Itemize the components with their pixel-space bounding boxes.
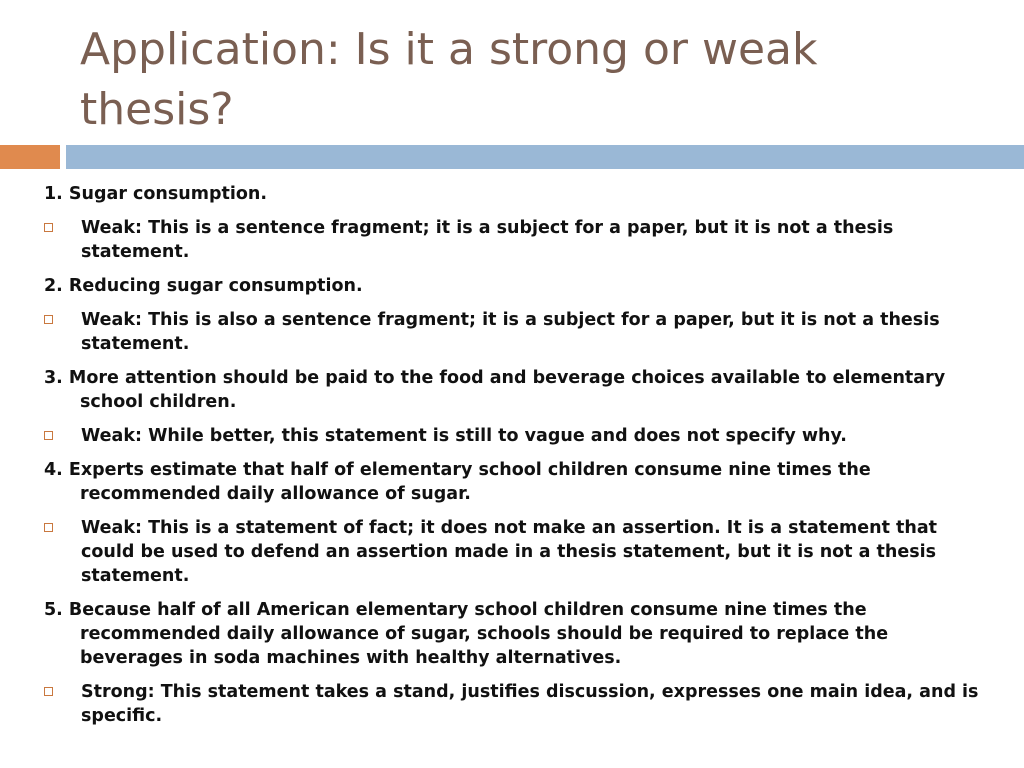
list-item-bullet [44, 680, 984, 728]
list-item-bullet [44, 308, 984, 356]
bullet-text: Weak: This is also a sentence fragment; it is a subject for a paper, but it is not a thesis statement. [81, 310, 940, 354]
bullet-text: Strong: This statement takes a stand, justifies discussion, expresses one main idea, and is specific. [81, 682, 979, 726]
slide-title: Application: Is it a strong or weak thesis? [80, 24, 818, 135]
list-item-numbered: 5. Because half of all American elementary school children consume nine times the recommended daily allowance of sugar, schools should be required to replace the beverages in soda machines with healthy alternatives. [44, 600, 889, 668]
list-item-bullet [44, 516, 984, 588]
list-item-numbered: 1. Sugar consumption. [44, 184, 268, 204]
list-item-numbered: 3. More attention should be paid to the food and beverage choices available to elementary school children. [44, 368, 946, 412]
list-item-numbered: 2. Reducing sugar consumption. [44, 276, 363, 296]
list-item-numbered: 4. Experts estimate that half of elementary school children consume nine times the recommended daily allowance of sugar. [44, 460, 871, 504]
square-bullet-icon [44, 523, 53, 532]
slide-content [44, 182, 984, 738]
bullet-text: Weak: This is a sentence fragment; it is a subject for a paper, but it is not a thesis statement. [81, 218, 894, 262]
list-item-bullet [44, 216, 984, 264]
square-bullet-icon [44, 223, 53, 232]
bullet-text: Weak: While better, this statement is still to vague and does not specify why. [81, 426, 847, 446]
list-item-bullet [44, 424, 984, 448]
square-bullet-icon [44, 687, 53, 696]
square-bullet-icon [44, 431, 53, 440]
accent-bar-blue [66, 145, 1024, 169]
bullet-text: Weak: This is a statement of fact; it does not make an assertion. It is a statement that could be used to defend an assertion made in a thesis statement, but it is not a thesis statement. [81, 518, 938, 586]
square-bullet-icon [44, 315, 53, 324]
accent-bar-orange [0, 145, 60, 169]
